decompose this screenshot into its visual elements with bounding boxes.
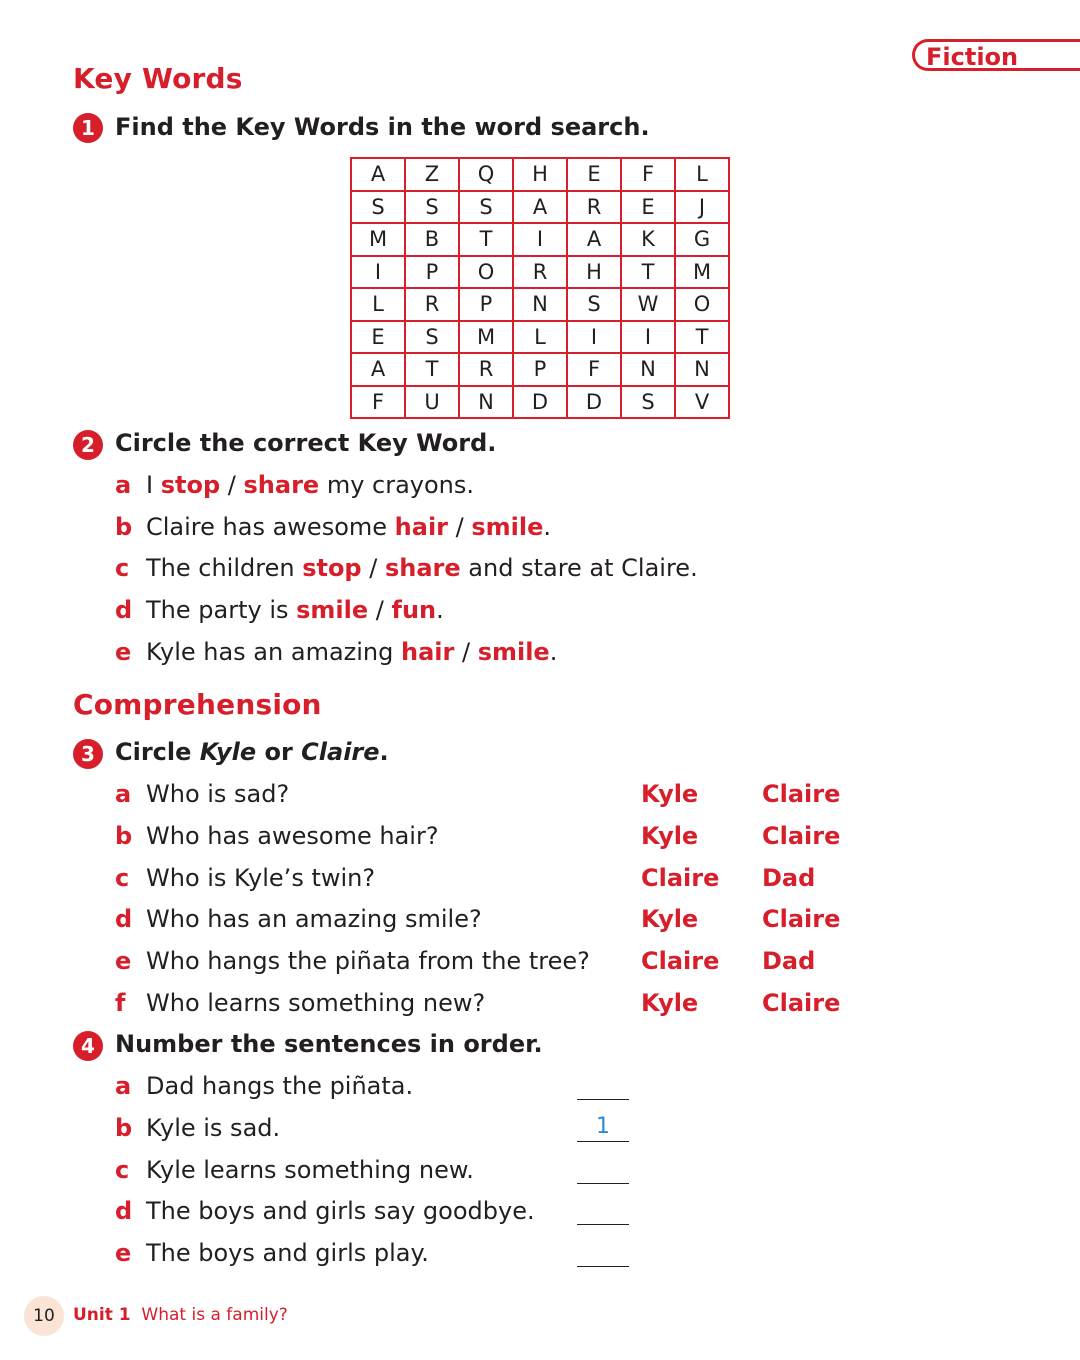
fiction-tab-label: Fiction (926, 43, 1019, 71)
option-1[interactable]: stop (302, 554, 362, 582)
option-1[interactable]: hair (394, 513, 448, 541)
grid-cell[interactable]: L (675, 158, 729, 191)
item-sentence (146, 471, 474, 499)
item-question: Who has an amazing smile? (146, 905, 482, 933)
item-sentence (146, 513, 551, 541)
item-sentence (146, 638, 557, 666)
question-3-instruction: Circle Kyle or Claire. (115, 738, 389, 766)
item-sentence: Kyle is sad. (146, 1114, 281, 1142)
grid-cell[interactable]: J (675, 191, 729, 224)
sentence-after: . (436, 596, 444, 624)
item-letter: a (115, 780, 132, 808)
grid-cell[interactable]: T (459, 223, 513, 256)
sentence-before: The party is (146, 596, 297, 624)
item-letter: c (115, 554, 130, 582)
question-3-badge: 3 (73, 739, 103, 769)
grid-cell[interactable]: M (675, 256, 729, 289)
grid-cell[interactable]: F (621, 158, 675, 191)
sentence-after: and stare at Claire. (460, 554, 698, 582)
grid-cell[interactable]: P (513, 353, 567, 386)
grid-cell[interactable]: N (513, 288, 567, 321)
grid-cell[interactable]: N (459, 386, 513, 419)
item-question: Who is sad? (146, 780, 290, 808)
comprehension-heading: Comprehension (73, 688, 322, 721)
sentence-before: The children (146, 554, 303, 582)
item-sentence (146, 554, 698, 582)
item-sentence: The boys and girls play. (146, 1239, 429, 1267)
grid-row (351, 256, 729, 289)
order-answer-blank[interactable] (577, 1155, 629, 1184)
grid-cell[interactable]: T (675, 321, 729, 354)
item-sentence: Dad hangs the piñata. (146, 1072, 414, 1100)
option-2[interactable]: smile (471, 513, 544, 541)
key-words-heading: Key Words (73, 62, 243, 95)
choice-1[interactable]: Kyle (641, 822, 699, 850)
option-2[interactable]: share (384, 554, 461, 582)
question-2-badge: 2 (73, 430, 103, 460)
grid-cell[interactable]: R (567, 191, 621, 224)
item-letter: b (115, 1114, 133, 1142)
grid-cell[interactable]: S (567, 288, 621, 321)
grid-cell[interactable]: E (621, 191, 675, 224)
grid-cell[interactable]: D (513, 386, 567, 419)
grid-cell[interactable]: S (459, 191, 513, 224)
choice-2[interactable]: Dad (762, 864, 816, 892)
grid-cell[interactable]: L (513, 321, 567, 354)
sentence-after: my crayons. (319, 471, 475, 499)
item-sentence: The boys and girls say goodbye. (146, 1197, 535, 1225)
item-sentence: Kyle learns something new. (146, 1156, 474, 1184)
grid-cell[interactable]: F (567, 353, 621, 386)
grid-cell[interactable]: I (621, 321, 675, 354)
grid-cell[interactable]: L (351, 288, 405, 321)
grid-row (351, 191, 729, 224)
grid-cell[interactable]: U (405, 386, 459, 419)
option-2[interactable]: share (243, 471, 320, 499)
option-1[interactable]: hair (401, 638, 455, 666)
grid-cell[interactable]: Z (405, 158, 459, 191)
grid-cell[interactable]: T (621, 256, 675, 289)
grid-cell[interactable]: T (405, 353, 459, 386)
choice-2[interactable]: Claire (762, 780, 841, 808)
option-separator: / (361, 554, 385, 582)
sentence-before: Kyle has an amazing (146, 638, 401, 666)
option-separator: / (454, 638, 478, 666)
grid-cell[interactable]: S (405, 191, 459, 224)
item-letter: a (115, 1072, 132, 1100)
word-search-grid[interactable] (350, 157, 730, 419)
option-2[interactable]: smile (477, 638, 550, 666)
order-answer-blank[interactable]: 1 (577, 1113, 629, 1142)
grid-cell[interactable]: A (513, 191, 567, 224)
item-letter: d (115, 1197, 133, 1225)
option-1[interactable]: stop (160, 471, 221, 499)
order-answer-blank[interactable] (577, 1196, 629, 1225)
fiction-tab (912, 39, 1080, 71)
grid-cell[interactable]: Q (459, 158, 513, 191)
question-2-instruction: Circle the correct Key Word. (115, 429, 497, 457)
grid-cell[interactable]: M (351, 223, 405, 256)
question-1-badge: 1 (73, 113, 103, 143)
grid-row (351, 321, 729, 354)
grid-cell[interactable]: K (621, 223, 675, 256)
grid-row (351, 288, 729, 321)
grid-cell[interactable]: H (513, 158, 567, 191)
option-separator: / (220, 471, 244, 499)
item-letter: c (115, 1156, 130, 1184)
grid-row (351, 386, 729, 419)
option-1[interactable]: smile (296, 596, 369, 624)
choice-2[interactable]: Claire (762, 822, 841, 850)
item-letter: b (115, 513, 133, 541)
item-question: Who hangs the piñata from the tree? (146, 947, 590, 975)
grid-cell[interactable]: S (621, 386, 675, 419)
question-1-instruction: Find the Key Words in the word search. (115, 113, 650, 141)
sentence-before: Claire has awesome (146, 513, 395, 541)
choice-2[interactable]: Claire (762, 989, 841, 1017)
grid-cell[interactable]: F (351, 386, 405, 419)
grid-cell[interactable]: N (621, 353, 675, 386)
choice-1[interactable]: Claire (641, 864, 720, 892)
item-letter: e (115, 1239, 132, 1267)
choice-1[interactable]: Claire (641, 947, 720, 975)
item-letter: e (115, 947, 132, 975)
grid-cell[interactable]: W (621, 288, 675, 321)
item-letter: f (115, 989, 126, 1017)
item-letter: b (115, 822, 133, 850)
choice-1[interactable]: Kyle (641, 905, 699, 933)
option-separator: / (448, 513, 472, 541)
grid-cell[interactable]: V (675, 386, 729, 419)
grid-row (351, 223, 729, 256)
choice-2[interactable]: Claire (762, 905, 841, 933)
grid-cell[interactable]: R (513, 256, 567, 289)
sentence-before: I (146, 471, 161, 499)
sentence-after: . (543, 513, 552, 541)
order-answer-blank[interactable] (577, 1071, 629, 1100)
choice-1[interactable]: Kyle (641, 989, 699, 1017)
option-2[interactable]: fun (391, 596, 437, 624)
grid-cell[interactable]: I (567, 321, 621, 354)
grid-cell[interactable]: G (675, 223, 729, 256)
grid-cell[interactable]: S (405, 321, 459, 354)
grid-row (351, 353, 729, 386)
question-4-badge: 4 (73, 1031, 103, 1061)
grid-cell[interactable]: N (675, 353, 729, 386)
sentence-after: . (549, 638, 558, 666)
grid-cell[interactable]: I (351, 256, 405, 289)
item-question: Who is Kyle’s twin? (146, 864, 376, 892)
grid-cell[interactable]: S (351, 191, 405, 224)
footer-unit-title: What is a family? (141, 1305, 288, 1325)
grid-cell[interactable]: E (567, 158, 621, 191)
order-answer-blank[interactable] (577, 1238, 629, 1267)
grid-cell[interactable]: O (675, 288, 729, 321)
item-letter: a (115, 471, 132, 499)
footer-unit-label: Unit 1 (73, 1305, 131, 1325)
grid-cell[interactable]: O (459, 256, 513, 289)
grid-cell[interactable]: B (405, 223, 459, 256)
grid-cell[interactable]: I (513, 223, 567, 256)
item-letter: e (115, 638, 132, 666)
item-question: Who learns something new? (146, 989, 486, 1017)
page-number: 10 (24, 1296, 64, 1336)
grid-cell[interactable]: H (567, 256, 621, 289)
grid-cell[interactable]: R (459, 353, 513, 386)
grid-cell[interactable]: D (567, 386, 621, 419)
item-sentence (146, 596, 444, 624)
grid-cell[interactable]: M (459, 321, 513, 354)
grid-cell[interactable]: P (405, 256, 459, 289)
grid-row (351, 158, 729, 191)
choice-2[interactable]: Dad (762, 947, 816, 975)
grid-cell[interactable]: E (351, 321, 405, 354)
item-question: Who has awesome hair? (146, 822, 439, 850)
grid-cell[interactable]: A (567, 223, 621, 256)
grid-cell[interactable]: A (351, 158, 405, 191)
item-letter: c (115, 864, 130, 892)
item-letter: d (115, 905, 133, 933)
choice-1[interactable]: Kyle (641, 780, 699, 808)
grid-cell[interactable]: P (459, 288, 513, 321)
item-letter: d (115, 596, 133, 624)
question-4-instruction: Number the sentences in order. (115, 1030, 543, 1058)
grid-cell[interactable]: R (405, 288, 459, 321)
footer-unit (73, 1305, 288, 1325)
grid-cell[interactable]: A (351, 353, 405, 386)
option-separator: / (368, 596, 392, 624)
